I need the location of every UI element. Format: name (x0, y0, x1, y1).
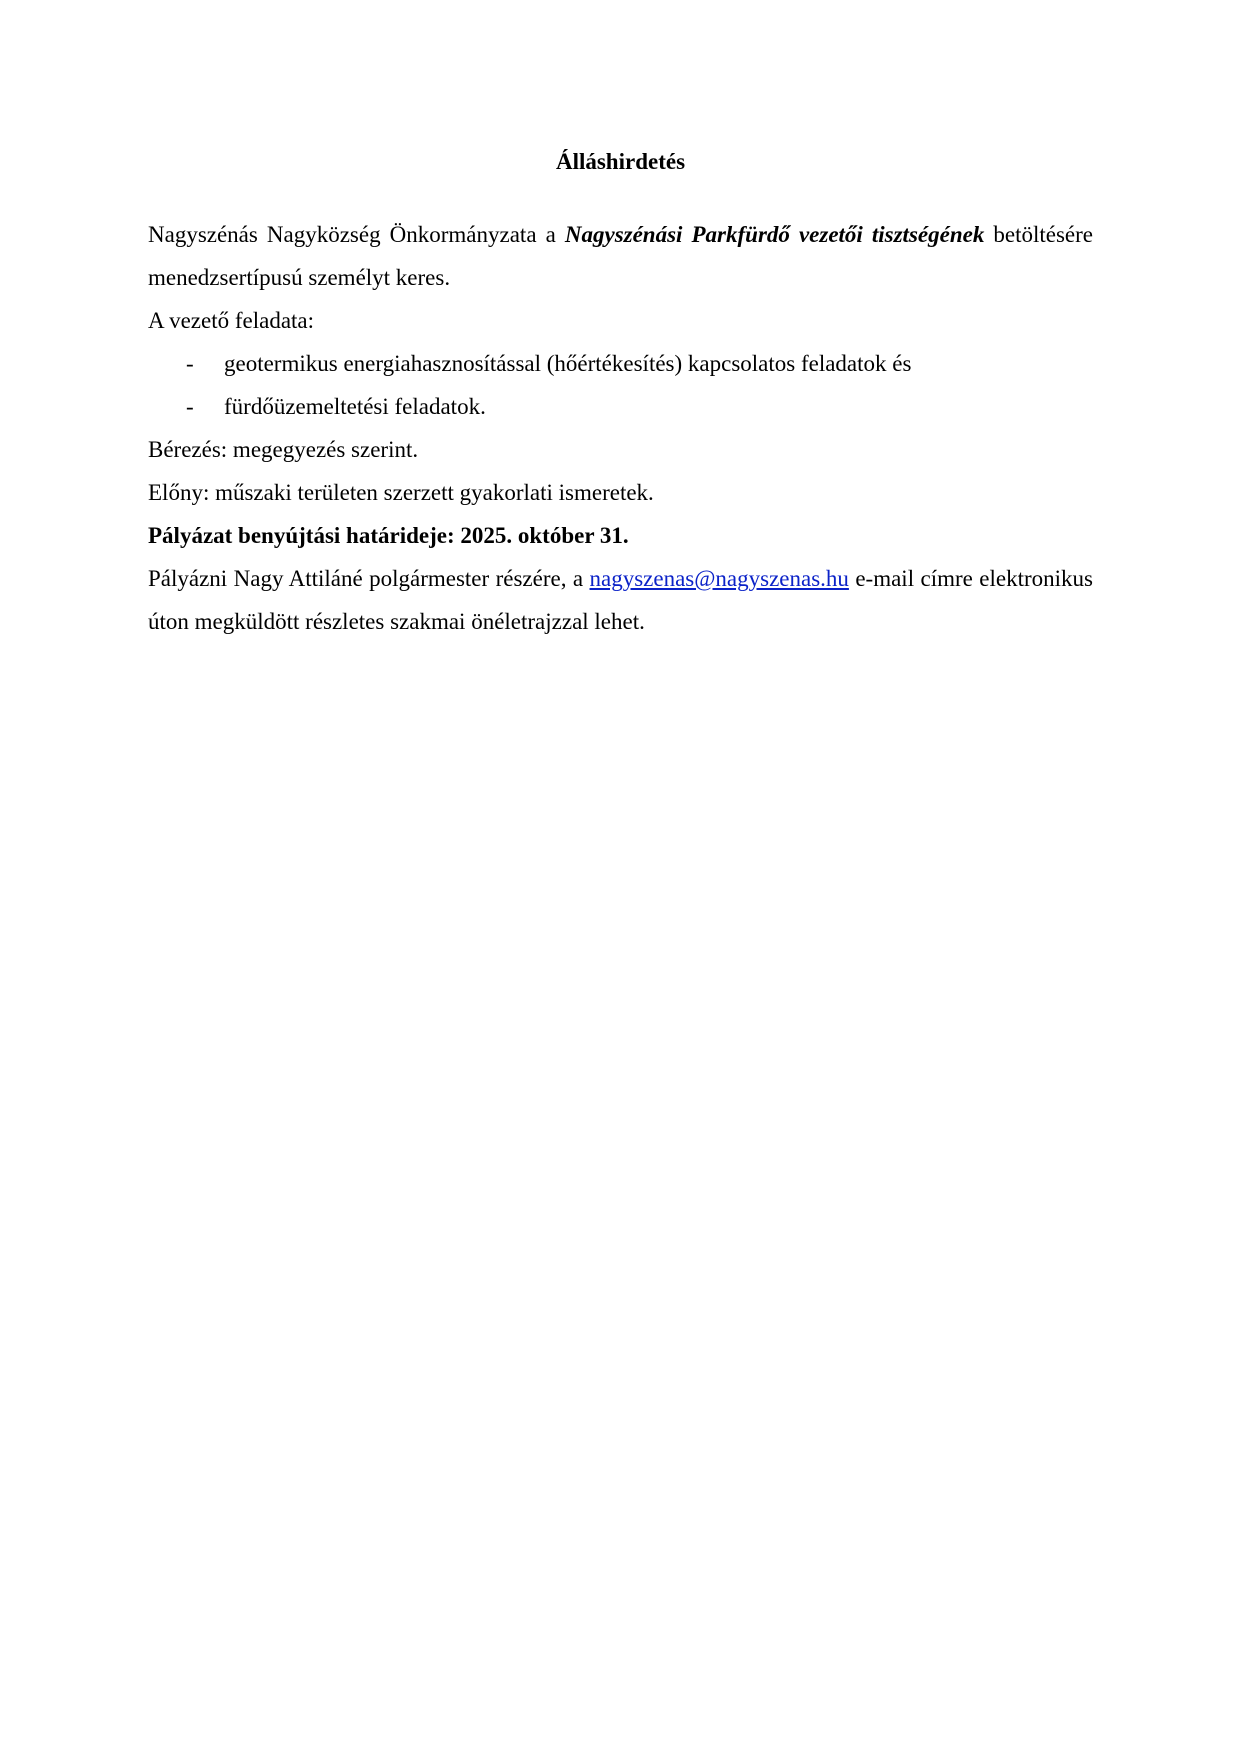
advantage-line: Előny: műszaki területen szerzett gyakorlati ismeretek. (148, 480, 654, 505)
document-body (148, 140, 1093, 643)
application-text-start: Pályázni Nagy Attiláné polgármester részére, a (148, 566, 590, 591)
intro-text-end: betöltésére menedzsertípusú személyt keres. (148, 222, 1094, 290)
duties-heading: A vezető feladata: (148, 308, 315, 333)
duties-list (148, 342, 1093, 428)
intro-paragraph (148, 213, 1093, 299)
list-item (148, 342, 1093, 385)
email-link[interactable]: nagyszenas@nagyszenas.hu (589, 566, 849, 591)
intro-text-start: Nagyszénás Nagyközség Önkormányzata a (148, 222, 565, 247)
list-item-text: geotermikus energiahasznosítással (hőértékesítés) kapcsolatos feladatok és (224, 351, 912, 376)
title-spacer (148, 183, 1093, 213)
salary-line: Bérezés: megegyezés szerint. (148, 437, 419, 462)
deadline-line: Pályázat benyújtási határideje: 2025. október 31. (148, 523, 629, 548)
application-paragraph (148, 557, 1093, 643)
list-dash: - (186, 351, 194, 376)
document-title: Álláshirdetés (555, 149, 686, 174)
list-dash: - (186, 394, 194, 419)
list-item-text: fürdőüzemeltetési feladatok. (224, 394, 486, 419)
list-item (148, 385, 1093, 428)
application-text-end: e-mail címre elektronikus úton megküldött részletes szakmai önéletrajzzal lehet. (148, 566, 1093, 634)
intro-position-title: Nagyszénási Parkfürdő vezetői tisztségének (564, 222, 985, 247)
